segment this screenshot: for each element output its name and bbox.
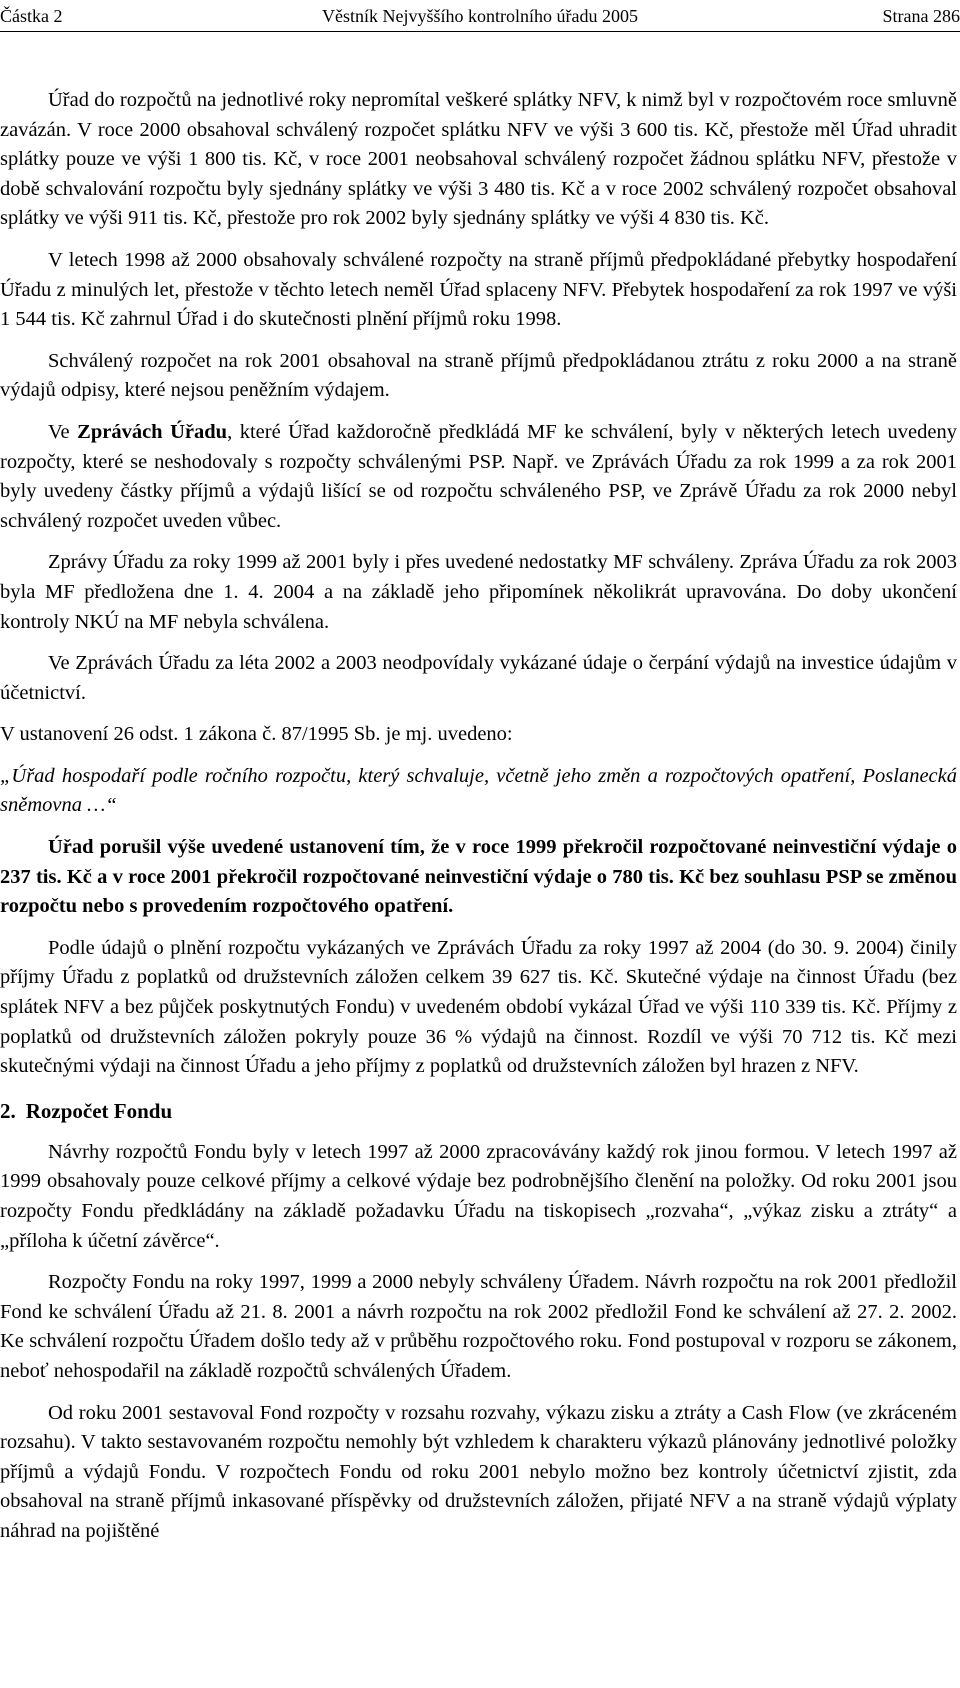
section-title: Rozpočet Fondu [25,1098,173,1123]
paragraph-revenue-analysis: Podle údajů o plnění rozpočtu vykázaných ve Zprávách Úřadu za roky 1997 až 2004 (do 30. 9. 2004) činily příjmy Úřadu z poplatků od družstevních záložen celkem 39 627 tis. Kč. Skutečné výdaje na činnost Úřadu (bez splátek NFV a bez půjček poskytnutých Fondu) v uvedeném období vykázal Úřad ve výši 110 339 tis. Kč. Příjmy z poplatků od družstevních záložen pokryly pouze 36 % výdajů na činnost. Rozdíl ve výši 70 712 tis. Kč mezi skutečnými výdaji na činnost Úřadu a jeho příjmy z poplatků od družstevních záložen byl hrazen z NFV. [0,936,957,1078]
header-rule [0,31,960,32]
section-number: 2. [0,1098,16,1123]
text-fragment: , které Úřad každoročně předkládá MF ke schválení, byly v některých letech uvedeny rozpočty, které se neshodovaly s rozpočty schválenými PSP. Např. ve Zprávách Úřadu za rok 1999 a za rok 2001 byly uvedeny částky příjmů a výdajů lišící se od rozpočtu schváleného PSP, ve Zprávě Úřadu za rok 2000 nebyl schválený rozpočet uveden vůbec. [0,420,957,532]
paragraph-investment-data: Ve Zprávách Úřadu za léta 2002 a 2003 neodpovídaly vykázané údaje o čerpání výdajů na investice údajům v účetnictví. [0,652,957,704]
paragraph-nfv-installments: Úřad do rozpočtů na jednotlivé roky nepromítal veškeré splátky NFV, k nimž byl v rozpočtovém roce smluvně zavázán. V roce 2000 obsahoval schválený rozpočet splátku NFV ve výši 3 600 tis. Kč, přestože měl Úřad uhradit splátky pouze ve výši 1 800 tis. Kč, v roce 2001 neobsahoval schválený rozpočet žádnou splátku NFV, přestože v době schvalování rozpočtu byly sjednány splátky ve výši 3 480 tis. Kč a v roce 2002 schválený rozpočet obsahoval splátky ve výši 911 tis. Kč, přestože pro rok 2002 byly sjednány splátky ve výši 4 830 tis. Kč. [0,89,957,230]
paragraph-budget-2001: Schválený rozpočet na rok 2001 obsahoval na straně příjmů předpokládanou ztrátu z roku 2000 a na straně výdajů odpisy, které nejsou peněžním výdajem. [0,349,957,402]
law-quote: „Úřad hospodaří podle ročního rozpočtu, který schvaluje, včetně jeho změn a rozpočtových opatření, Poslanecká sněmovna …“ [0,764,957,817]
paragraph-reports-approval: Zprávy Úřadu za roky 1999 až 2001 byly i přes uvedené nedostatky MF schváleny. Zpráva Úřadu za rok 2003 byla MF předložena dne 1. 4. 2004 a na základě jeho připomínek několikrát upravována. Do doby ukončení kontroly NKÚ na MF nebyla schválena. [0,551,957,633]
document-body [0,86,957,1559]
publication-title: Věstník Nejvyššího kontrolního úřadu 2005 [322,6,638,26]
paragraph-surplus: V letech 1998 až 2000 obsahovaly schválené rozpočty na straně příjmů předpokládané přebytky hospodaření Úřadu z minulých let, přestože v těchto letech neměl Úřad splaceny NFV. Přebytek hospodaření za rok 1997 ve výši 1 544 tis. Kč zahrnul Úřad i do skutečnosti plnění příjmů roku 1998. [0,248,957,331]
paragraph-fund-budget-forms: Návrhy rozpočtů Fondu byly v letech 1997 až 2000 zpracovávány každý rok jinou formou. V letech 1997 až 1999 obsahovaly pouze celkové příjmy a celkové výdaje bez podrobnějšího členění na položky. Od roku 2001 jsou rozpočty Fondu předkládány na základě požadavku Úřadu na tiskopisech „rozvaha“, „výkaz zisku a ztráty“ a „příloha k účetní závěrce“. [0,1140,957,1252]
bold-term: Zprávách Úřadu [77,420,228,443]
text-fragment: Ve [48,420,78,443]
finding-statement: Úřad porušil výše uvedené ustanovení tím, že v roce 1999 překročil rozpočtované neinvestiční výdaje o 237 tis. Kč a v roce 2001 překročil rozpočtované neinvestiční výdaje o 780 tis. Kč bez souhlasu PSP se změnou rozpočtu nebo s provedením rozpočtového opatření. [0,836,957,918]
paragraph-office-reports [0,418,957,536]
page-header [0,0,960,30]
paragraph-fund-budget-structure: Od roku 2001 sestavoval Fond rozpočty v rozsahu rozvahy, výkazu zisku a ztráty a Cash Flow (ve zkráceném rozsahu). V takto sestavovaném rozpočtu nemohly být vzhledem k charakteru výkazů plánovány jednotlivé položky příjmů a výdajů Fondu. V rozpočtech Fondu od roku 2001 nebylo možno bez kontroly účetnictví zjistit, zda obsahoval na straně příjmů inkasované příspěvky od družstevních záložen, přijaté NFV a na straně výdajů výplaty náhrad na pojištěné [0,1401,957,1542]
section-heading [0,1096,957,1126]
paragraph-fund-budget-approval: Rozpočty Fondu na roky 1997, 1999 a 2000 nebyly schváleny Úřadem. Návrh rozpočtu na rok 2001 předložil Fond ke schválení Úřadu až 21. 8. 2001 a návrh rozpočtu na rok 2002 předložil Fond ke schválení až 27. 2. 2002. Ke schválení rozpočtu Úřadem došlo tedy až v průběhu rozpočtového roku. Fond postupoval v rozporu se zákonem, neboť nehospodařil na základě rozpočtů schválených Úřadem. [0,1271,957,1382]
page-number: Strana 286 [882,6,960,26]
paragraph-law-provision: V ustanovení 26 odst. 1 zákona č. 87/1995 Sb. je mj. uvedeno: [0,723,513,746]
issue-number: Částka 2 [0,6,63,26]
